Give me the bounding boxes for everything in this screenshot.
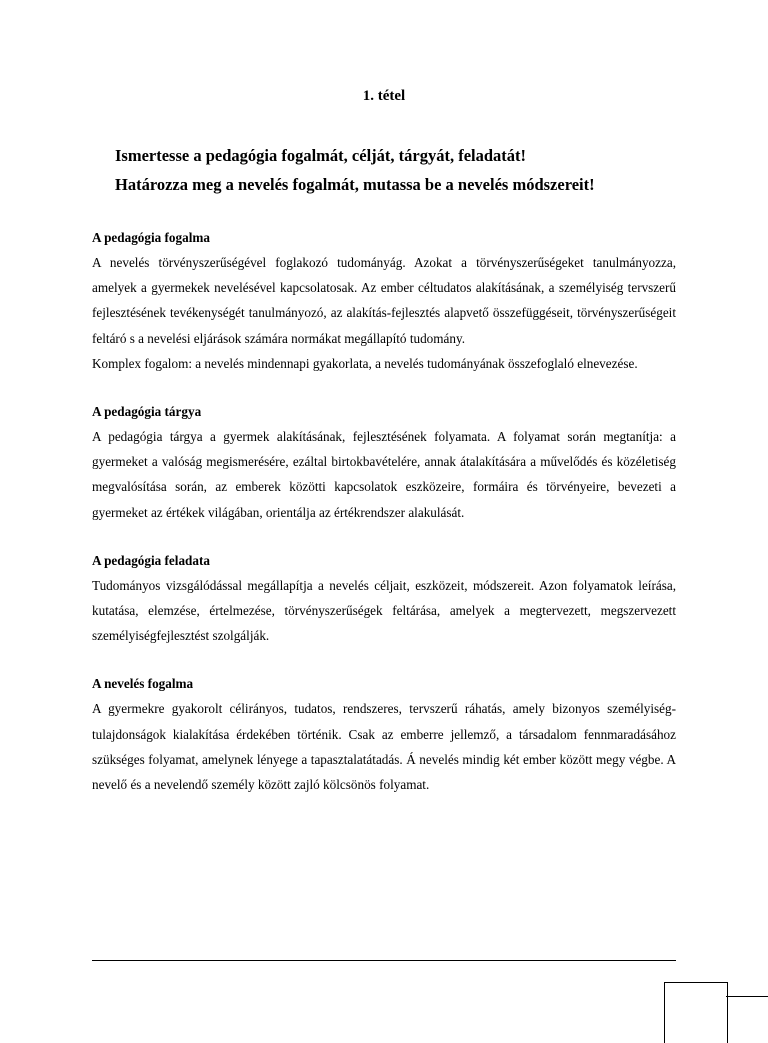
section-paragraph: Komplex fogalom: a nevelés mindennapi gyakorlata, a nevelés tudományának összefoglaló elnevezése. <box>92 355 638 371</box>
section-heading: A pedagógia fogalma <box>92 230 210 245</box>
section-heading: A nevelés fogalma <box>92 676 194 692</box>
section-heading: A pedagógia tárgya <box>92 404 202 420</box>
page-number-box-rule <box>726 996 768 997</box>
section-pedagogy-task <box>92 551 676 649</box>
section-paragraph: A pedagógia tárgya a gyermek alakításának, fejlesztésének folyamata. A folyamat során megtanítja: a gyermeket a valóság megismerésére, ezáltal birtokbavételére, annak átalakítására a művelődés és közéletiség megvalósítása során, az emberek közötti kapcsolatok eszközeire, formáira és törvényeire, bevezeti a gyermeket az értékek világában, orientálja az értékrendszer alakulását. <box>92 429 676 520</box>
footer-divider <box>92 960 676 961</box>
page-number-box <box>664 982 728 1043</box>
section-paragraph: A nevelés törvényszerűségével foglakozó tudományág. Azokat a törvényszerűségeket tanulmányozza, amelyek a gyermekek nevelésével kapcsolatosak. Az ember céltudatos alakításának, a személyiség tervszerű fejlesztésének tevékenységét tanulmányozó, az alakítás-fejlesztés alapvető összefüggéseit, törvényszerűségeit feltáró s a nevelési eljárások számára normákat megállapító tudomány. <box>92 255 676 346</box>
section-heading: A pedagógia feladata <box>92 552 210 568</box>
page-title: 1. tétel <box>362 88 406 104</box>
section-pedagogy-concept <box>92 228 676 376</box>
task-statement-1: Ismertesse a pedagógia fogalmát, célját, tárgyát, feladatát! <box>115 146 527 165</box>
section-pedagogy-subject <box>92 402 676 525</box>
section-education-concept <box>92 674 676 797</box>
task-statement-2: Határozza meg a nevelés fogalmát, mutassa be a nevelés módszereit! <box>115 175 595 194</box>
section-paragraph: A gyermekre gyakorolt célirányos, tudatos, rendszeres, tervszerű ráhatás, amely bizonyos személyiség-tulajdonságok kialakítása érdekében történik. Csak az emberre jellemző, a társadalom fennmaradásához szükséges folyamat, amelynek lényege a tapasztalatátadás. Á nevelés mindig két ember között megy végbe. A nevelő és a nevelendő személy között zajló kölcsönös folyamat. <box>92 701 676 793</box>
section-paragraph: Tudományos vizsgálódással megállapítja a nevelés céljait, eszközeit, módszereit. Azon folyamatok leírása, kutatása, elemzése, értelmezése, törvényszerűségek feltárása, amelyek a megtervezett, megszervezett személyiségfejlesztést szolgálják. <box>92 577 676 644</box>
document-body <box>92 228 676 823</box>
